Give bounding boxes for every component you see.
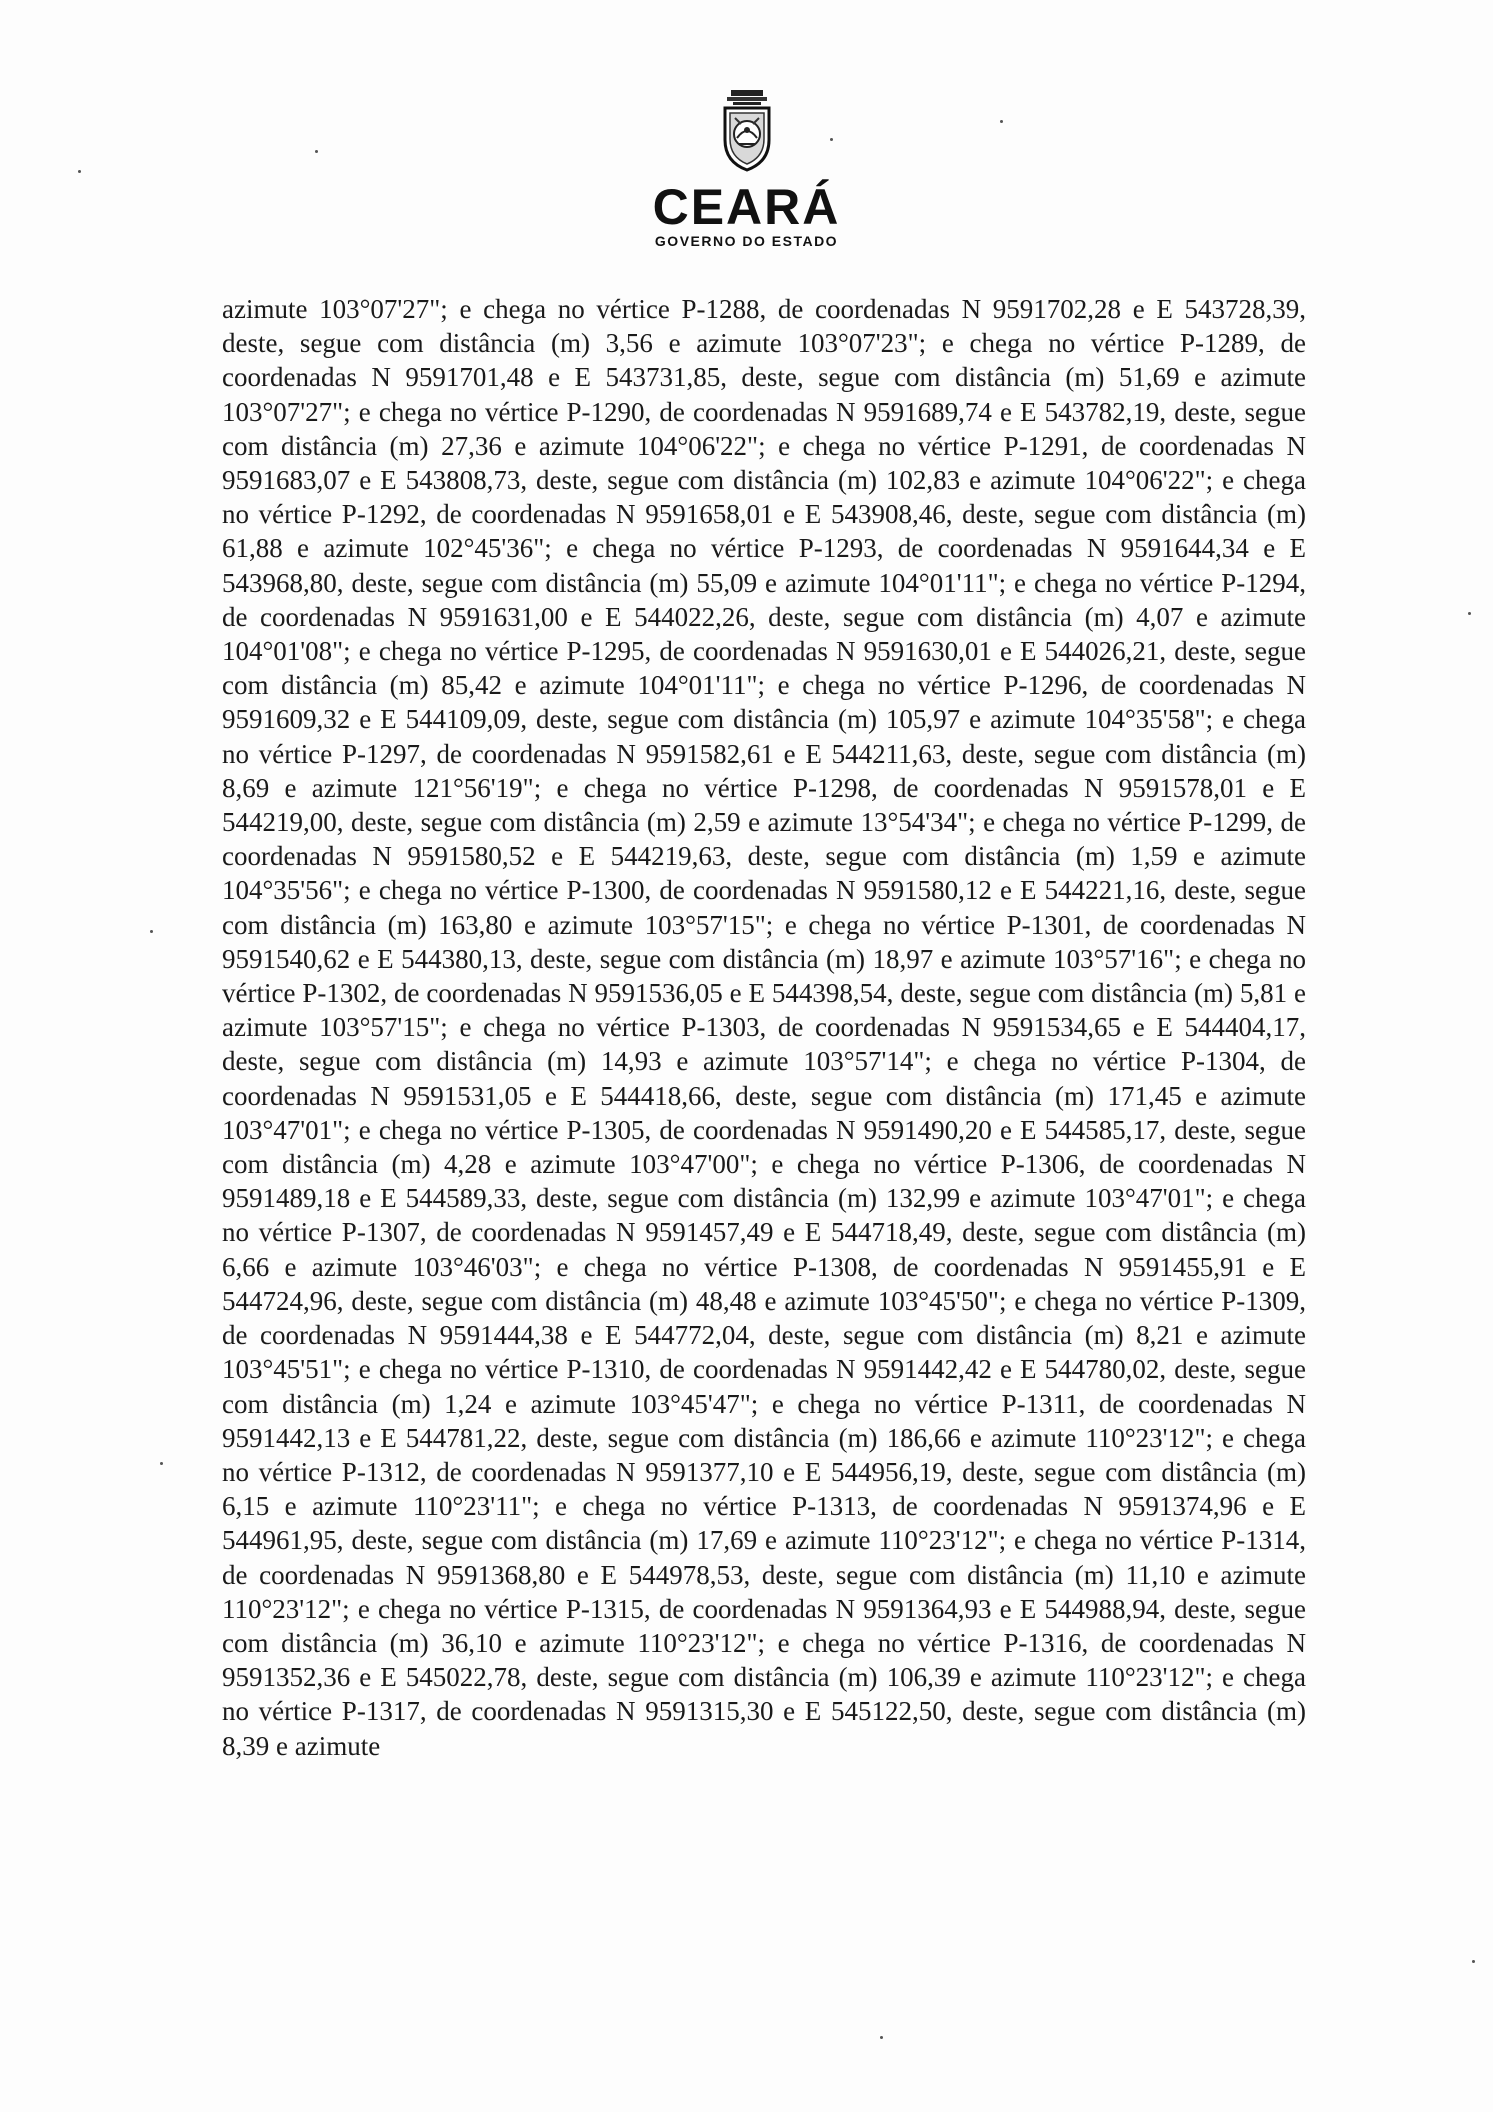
ceara-coat-of-arms-icon bbox=[715, 88, 779, 174]
brand-name: CEARÁ bbox=[652, 179, 841, 235]
brand-subtitle: GOVERNO DO ESTADO bbox=[654, 233, 839, 249]
document-paragraph: azimute 103°07'27"; e chega no vértice P-1288, de coordenadas N 9591702,28 e E 543728,39, deste, segue com distância (m) 3,56 e azimute 103°07'23"; e chega no vértice P-1289, de coordenadas N 9591701,48 e E 543731,85, deste, segue com distância (m) 51,69 e azimute 103°07'27"; e chega no vértice P-1290, de coordenadas N 9591689,74 e E 543782,19, deste, segue com distância (m) 27,36 e azimute 104°06'22"; e chega no vértice P-1291, de coordenadas N 9591683,07 e E 543808,73, deste, segue com distância (m) 102,83 e azimute 104°06'22"; e chega no vértice P-1292, de coordenadas N 9591658,01 e E 543908,46, deste, segue com distância (m) 61,88 e azimute 102°45'36"; e chega no vértice P-1293, de coordenadas N 9591644,34 e E 543968,80, deste, segue com distância (m) 55,09 e azimute 104°01'11"; e chega no vértice P-1294, de coordenadas N 9591631,00 e E 544022,26, deste, segue com distância (m) 4,07 e azimute 104°01'08"; e chega no vértice P-1295, de coordenadas N 9591630,01 e E 544026,21, deste, segue com distância (m) 85,42 e azimute 104°01'11"; e chega no vértice P-1296, de coordenadas N 9591609,32 e E 544109,09, deste, segue com distância (m) 105,97 e azimute 104°35'58"; e chega no vértice P-1297, de coordenadas N 9591582,61 e E 544211,63, deste, segue com distância (m) 8,69 e azimute 121°56'19"; e chega no vértice P-1298, de coordenadas N 9591578,01 e E 544219,00, deste, segue com distância (m) 2,59 e azimute 13°54'34"; e chega no vértice P-1299, de coordenadas N 9591580,52 e E 544219,63, deste, segue com distância (m) 1,59 e azimute 104°35'56"; e chega no vértice P-1300, de coordenadas N 9591580,12 e E 544221,16, deste, segue com distância (m) 163,80 e azimute 103°57'15"; e chega no vértice P-1301, de coordenadas N 9591540,62 e E 544380,13, deste, segue com distância (m) 18,97 e azimute 103°57'16"; e chega no vértice P-1302, de coordenadas N 9591536,05 e E 544398,54, deste, segue com distância (m) 5,81 e azimute 103°57'15"; e chega no vértice P-1303, de coordenadas N 9591534,65 e E 544404,17, deste, segue com distância (m) 14,93 e azimute 103°57'14"; e chega no vértice P-1304, de coordenadas N 9591531,05 e E 544418,66, deste, segue com distância (m) 171,45 e azimute 103°47'01"; e chega no vértice P-1305, de coordenadas N 9591490,20 e E 544585,17, deste, segue com distância (m) 4,28 e azimute 103°47'00"; e chega no vértice P-1306, de coordenadas N 9591489,18 e E 544589,33, deste, segue com distância (m) 132,99 e azimute 103°47'01"; e chega no vértice P-1307, de coordenadas N 9591457,49 e E 544718,49, deste, segue com distância (m) 6,66 e azimute 103°46'03"; e chega no vértice P-1308, de coordenadas N 9591455,91 e E 544724,96, deste, segue com distância (m) 48,48 e azimute 103°45'50"; e chega no vértice P-1309, de coordenadas N 9591444,38 e E 544772,04, deste, segue com distância (m) 8,21 e azimute 103°45'51"; e chega no vértice P-1310, de coordenadas N 9591442,42 e E 544780,02, deste, segue com distância (m) 1,24 e azimute 103°45'47"; e chega no vértice P-1311, de coordenadas N 9591442,13 e E 544781,22, deste, segue com distância (m) 186,66 e azimute 110°23'12"; e chega no vértice P-1312, de coordenadas N 9591377,10 e E 544956,19, deste, segue com distância (m) 6,15 e azimute 110°23'11"; e chega no vértice P-1313, de coordenadas N 9591374,96 e E 544961,95, deste, segue com distância (m) 17,69 e azimute 110°23'12"; e chega no vértice P-1314, de coordenadas N 9591368,80 e E 544978,53, deste, segue com distância (m) 11,10 e azimute 110°23'12"; e chega no vértice P-1315, de coordenadas N 9591364,93 e E 544988,94, deste, segue com distância (m) 36,10 e azimute 110°23'12"; e chega no vértice P-1316, de coordenadas N 9591352,36 e E 545022,78, deste, segue com distância (m) 106,39 e azimute 110°23'12"; e chega no vértice P-1317, de coordenadas N 9591315,30 e E 545122,50, deste, segue com distância (m) 8,39 e azimute bbox=[222, 294, 1306, 1761]
scan-speck bbox=[150, 930, 153, 933]
scan-speck bbox=[1468, 612, 1471, 615]
scan-speck bbox=[160, 1462, 163, 1465]
scan-speck bbox=[880, 2036, 883, 2039]
scan-speck bbox=[1472, 1960, 1475, 1963]
letterhead bbox=[0, 88, 1493, 250]
